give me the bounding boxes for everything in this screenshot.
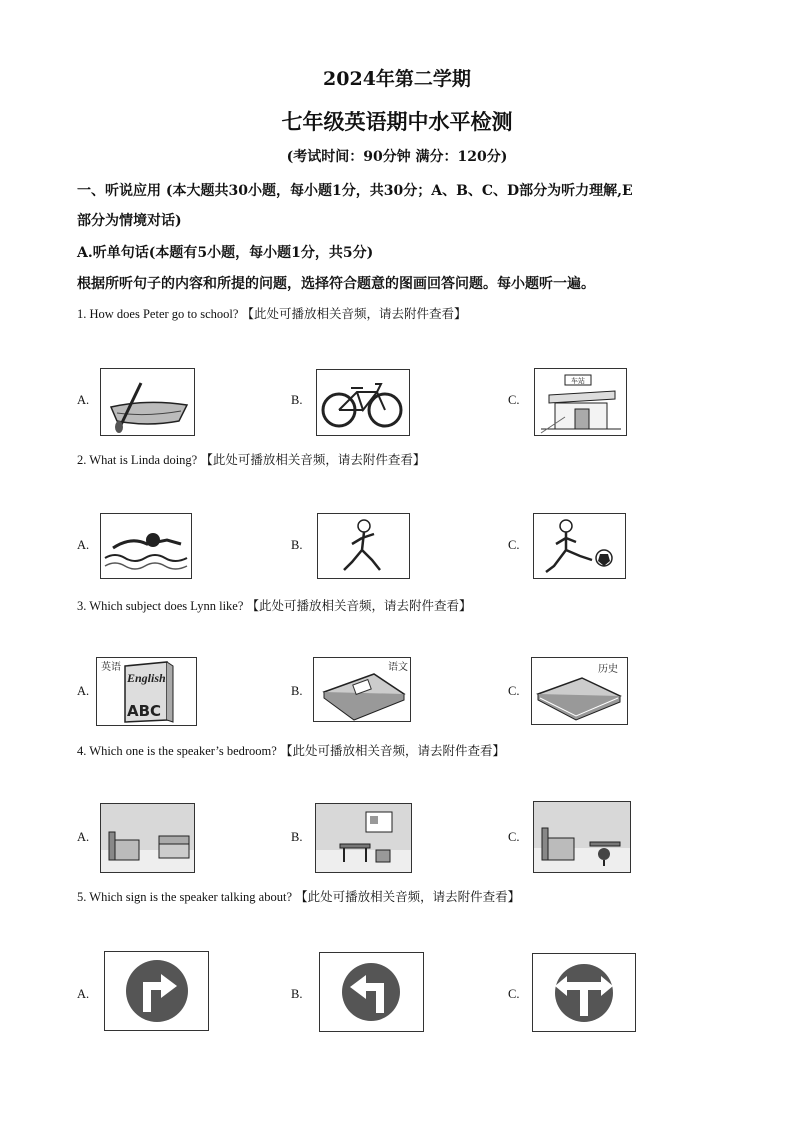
option-a-label: A. <box>77 987 90 1001</box>
english-book-icon <box>96 657 197 726</box>
part-a-instruction: 根据所听句子的内容和所提的问题，选择符合题意的图画回答问题。每小题听一遍。 <box>77 276 595 292</box>
part-a-heading: A.听单句话(本题有5小题，每小题1分，共5分) <box>77 245 374 261</box>
question-3: 3. Which subject does Lynn like? 【此处可播放相关音频，请去附件查看】 <box>77 599 472 613</box>
exam-title: 七年级英语期中水平检测 <box>281 109 513 134</box>
t-junction-sign-icon <box>532 953 636 1032</box>
bedroom-b-icon <box>315 803 412 873</box>
option-b-label: B. <box>291 684 303 698</box>
bicycle-icon <box>316 369 410 436</box>
running-icon <box>317 513 410 579</box>
option-c-label: C. <box>508 987 520 1001</box>
question-2: 2. What is Linda doing? 【此处可播放相关音频，请去附件查看】 <box>77 453 426 467</box>
history-book-icon <box>531 657 628 725</box>
part-one-heading-cont: 部分为情境对话) <box>77 213 182 229</box>
option-a-label: A. <box>77 393 90 407</box>
question-5: 5. Which sign is the speaker talking about? 【此处可播放相关音频，请去附件查看】 <box>77 890 521 904</box>
exam-term: 2024年第二学期 <box>323 68 471 90</box>
soccer-icon <box>533 513 626 579</box>
option-c-label: C. <box>508 684 520 698</box>
english-en-caption: English <box>127 671 166 685</box>
option-b-label: B. <box>291 538 303 552</box>
bedroom-a-icon <box>100 803 195 873</box>
option-b-label: B. <box>291 393 303 407</box>
option-b-label: B. <box>291 830 303 844</box>
boat-icon <box>100 368 195 436</box>
english-cn-caption: 英语 <box>101 662 121 673</box>
question-1: 1. How does Peter go to school? 【此处可播放相关音频，请去附件查看】 <box>77 307 467 321</box>
option-a-label: A. <box>77 830 90 844</box>
chinese-cn-caption: 语文 <box>388 662 408 673</box>
swimming-icon <box>100 513 192 579</box>
exam-info: (考试时间：90分钟 满分：120分) <box>286 149 508 165</box>
option-c-label: C. <box>508 830 520 844</box>
option-c-label: C. <box>508 538 520 552</box>
turn-left-sign-icon <box>319 952 424 1032</box>
option-c-label: C. <box>508 393 520 407</box>
bus-station-icon <box>534 368 627 436</box>
question-4: 4. Which one is the speaker’s bedroom? 【此处可播放相关音频，请去附件查看】 <box>77 744 505 758</box>
history-cn-caption: 历史 <box>598 664 618 675</box>
part-one-heading: 一、听说应用 (本大题共30小题，每小题1分，共30分；A、B、C、D部分为听力理解,E <box>77 183 633 199</box>
option-a-label: A. <box>77 684 90 698</box>
turn-right-sign-icon <box>104 951 209 1031</box>
option-b-label: B. <box>291 987 303 1001</box>
bedroom-c-icon <box>533 801 631 873</box>
option-a-label: A. <box>77 538 90 552</box>
station-sign-text: 车站 <box>571 377 585 385</box>
abc-caption: ABC <box>127 702 162 720</box>
chinese-book-icon <box>313 657 411 722</box>
